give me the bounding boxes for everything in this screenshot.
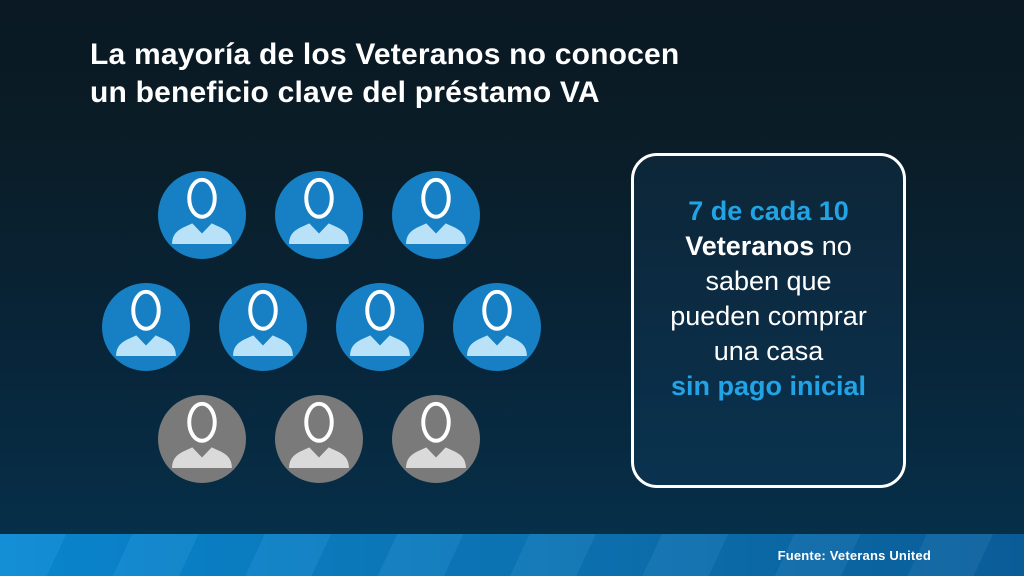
- person-icon: [392, 171, 480, 259]
- person-icon: [453, 283, 541, 371]
- title-line-1: La mayoría de los Veteranos no conocen: [90, 38, 680, 71]
- person-icon: [102, 283, 190, 371]
- callout-line-1: [634, 194, 903, 229]
- person-icon: [219, 283, 307, 371]
- callout-box: [631, 153, 906, 488]
- pictograph-row: [158, 171, 480, 259]
- title-line-2: un beneficio clave del préstamo VA: [90, 76, 600, 109]
- callout-line-2: [634, 229, 903, 264]
- person-icon: [275, 171, 363, 259]
- slide-title: [90, 36, 679, 112]
- callout-line-4: pueden comprar: [670, 301, 867, 331]
- stat-highlight: 7 de cada 10: [688, 196, 849, 226]
- callout-after-bold: no: [814, 231, 852, 261]
- callout-line-6: [634, 369, 903, 404]
- footer-bar: [0, 534, 1024, 576]
- person-icon: [158, 171, 246, 259]
- person-icon: [392, 395, 480, 483]
- pictograph-row: [158, 395, 480, 483]
- person-icon: [336, 283, 424, 371]
- callout-line-3: saben que: [705, 266, 832, 296]
- pictograph-row: [102, 283, 541, 371]
- person-icon: [158, 395, 246, 483]
- source-text: Fuente: Veterans United: [777, 547, 931, 563]
- person-icon: [275, 395, 363, 483]
- callout-bold-word: Veteranos: [685, 231, 815, 261]
- callout-line-5: una casa: [713, 336, 824, 366]
- benefit-highlight: sin pago inicial: [670, 371, 867, 401]
